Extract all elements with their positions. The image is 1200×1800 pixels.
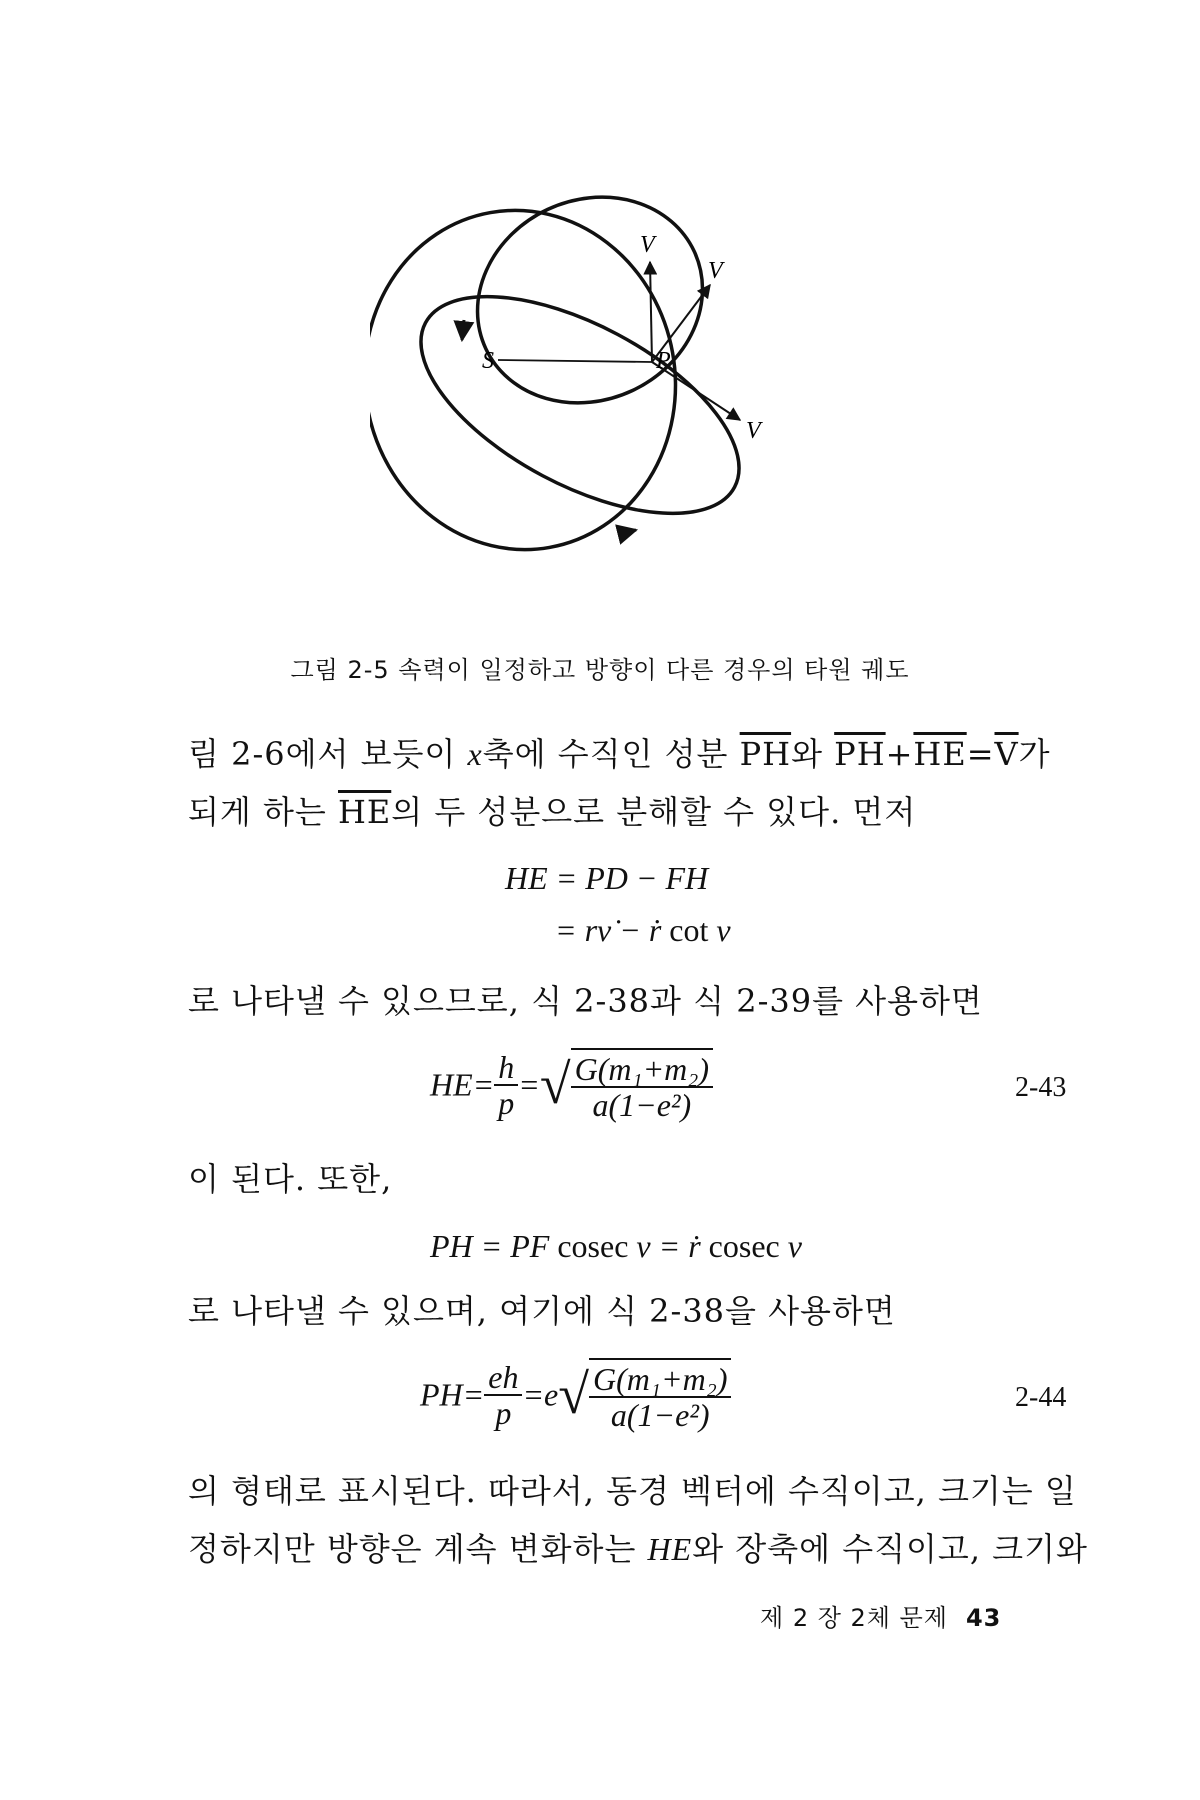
text-span: 되게 하는: [188, 793, 338, 831]
orbit-tilted: [444, 190, 737, 439]
paragraph-2-line: 로 나타낼 수 있으므로, 식 2-38과 식 2-39를 사용하면: [188, 982, 983, 1020]
page-footer: [760, 1598, 1001, 1633]
fraction-root: [571, 1052, 713, 1122]
radical-sign: √: [539, 1054, 571, 1116]
text-span: 가: [1018, 735, 1051, 773]
label-v-down: V: [746, 418, 761, 444]
page-number: 43: [965, 1604, 1002, 1632]
eq-lhs: PH=: [420, 1376, 485, 1413]
text-span: 와 장축에 수직이고, 크기와: [692, 1530, 1088, 1568]
line-s-p: [498, 360, 652, 362]
paragraph-4-line: 로 나타낼 수 있으며, 여기에 식 2-38을 사용하면: [188, 1292, 896, 1330]
fraction-denominator: a(1−e²): [610, 1397, 710, 1433]
paragraph-4: [188, 1282, 1088, 1340]
paragraph-1: [188, 725, 1088, 841]
square-root: [558, 1358, 731, 1432]
fraction-denominator: p: [495, 1395, 512, 1431]
text-span: 의 두 성분으로 분해할 수 있다. 먼저: [391, 793, 917, 831]
equals-e: =e: [522, 1376, 559, 1413]
text-span: 축에 수직인 성분: [482, 735, 740, 773]
equals-sign: =: [966, 735, 995, 773]
math-span: = rν̇ − ṙ: [555, 912, 670, 948]
label-v-up: V: [640, 232, 655, 258]
plus-sign: +: [885, 735, 914, 773]
text-span: 림 2-6에서 보듯이: [188, 735, 468, 773]
radicand: [589, 1358, 731, 1432]
math-nu: ν: [779, 1228, 802, 1264]
text-span: 와: [791, 735, 835, 773]
equation-number-2-44: 2-44: [1015, 1382, 1067, 1413]
label-p: P: [656, 348, 671, 374]
equation-ph: [430, 1228, 802, 1265]
vector-he: $\overline{HE}$: [913, 735, 967, 773]
cot-function: cot: [669, 912, 709, 948]
equals-sign: =: [518, 1066, 540, 1103]
equation-number-2-43: 2-43: [1015, 1072, 1067, 1103]
fraction-numerator: G(m₁+m₂): [589, 1362, 731, 1398]
vector-ph: $\overline{PH}$: [834, 735, 886, 773]
paragraph-5: [188, 1462, 1088, 1578]
vector-ph: $\overline{PH}$: [739, 735, 792, 773]
paragraph-1-line-2: [188, 783, 1088, 841]
velocity-vector-up: [650, 262, 652, 362]
orbit-arrow-2: [462, 320, 464, 340]
equation-2-43: [430, 1048, 713, 1122]
fraction-eh-p: [484, 1360, 522, 1430]
vector-he: $\overline{HE}$: [338, 793, 392, 831]
fraction-h-p: [494, 1050, 518, 1120]
paragraph-3-line: 이 된다. 또한,: [188, 1160, 393, 1198]
fraction-numerator: eh: [484, 1360, 522, 1396]
figure-caption: 그림 2-5 속력이 일정하고 방향이 다른 경우의 타원 궤도: [290, 656, 910, 684]
math-span: ν = ṙ: [628, 1228, 709, 1264]
orbit-elongated: [388, 252, 772, 558]
paragraph-5-line-1: 의 형태로 표시된다. 따라서, 동경 벡터에 수직이고, 크기는 일: [188, 1472, 1077, 1510]
equation-he-line-2: [555, 912, 731, 949]
fraction-root: [589, 1362, 731, 1432]
equation-2-44: [420, 1358, 731, 1432]
paragraph-3: [188, 1150, 1088, 1208]
orbit-figure: [370, 190, 910, 620]
fraction-denominator: a(1−e²): [592, 1087, 692, 1123]
radicand: [571, 1048, 713, 1122]
orbit-diagram: [370, 190, 910, 620]
label-s: S: [482, 348, 494, 374]
square-root: [540, 1048, 713, 1122]
vector-v: $\overline{V}$: [994, 735, 1019, 773]
orbit-arrow-3: [620, 530, 636, 534]
math-span: PH = PF: [430, 1228, 558, 1264]
running-header-chapter: 제 2 장 2체 문제: [760, 1604, 948, 1632]
fraction-numerator: G(m₁+m₂): [571, 1052, 713, 1088]
paragraph-5-line-2: [188, 1520, 1088, 1578]
math-x: x: [467, 736, 483, 772]
eq-lhs: HE=: [430, 1066, 495, 1103]
cosec-function: cosec: [708, 1228, 780, 1264]
fraction-denominator: p: [498, 1085, 515, 1121]
text-span: 정하지만 방향은 계속 변화하는: [188, 1530, 648, 1568]
fraction-numerator: h: [494, 1050, 518, 1086]
math-he: HE: [647, 1531, 693, 1567]
math-nu: ν: [708, 912, 731, 948]
paragraph-1-line-1: [188, 725, 1088, 783]
cosec-function: cosec: [557, 1228, 629, 1264]
equation-he-line-1: HE = PD − FH: [505, 860, 709, 896]
label-v-diag: V: [708, 258, 723, 284]
paragraph-2: [188, 972, 1088, 1030]
radical-sign: √: [558, 1364, 589, 1426]
